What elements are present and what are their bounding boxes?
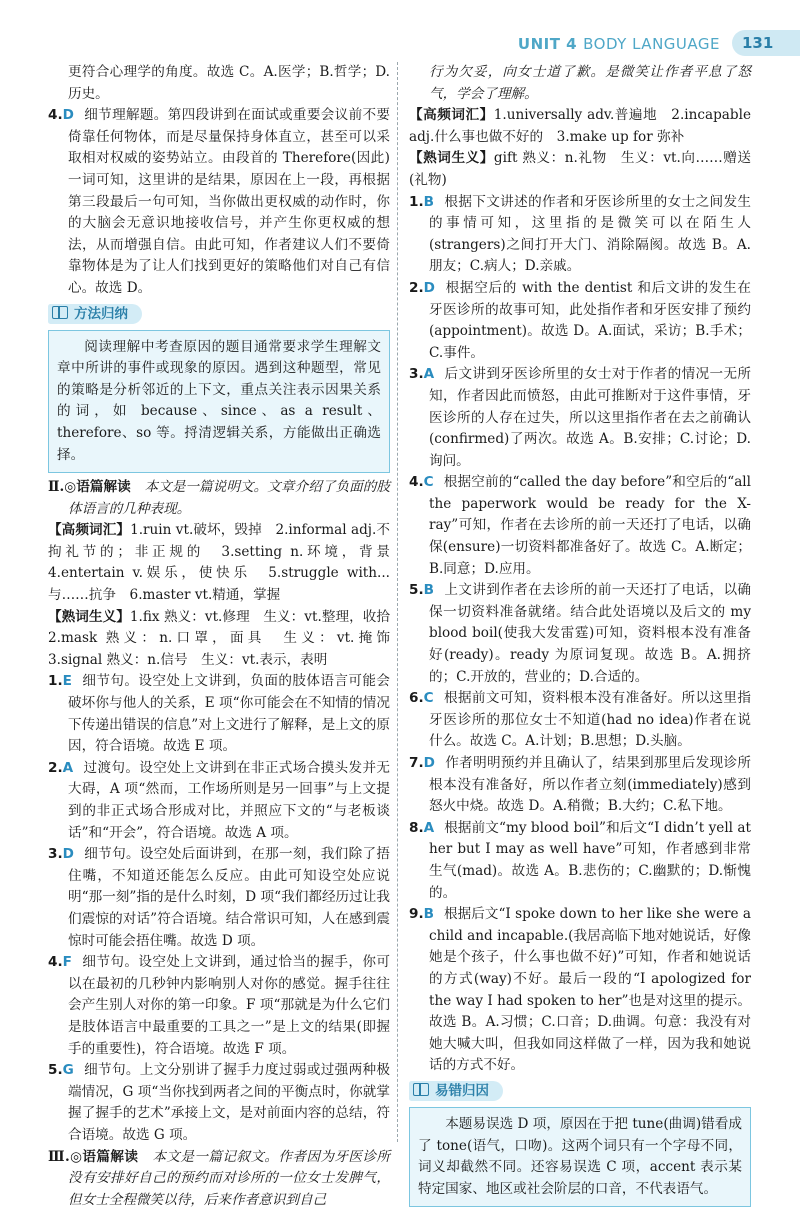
answer-explanation: 细节句。设空处上文讲到，负面的肢体语言可能会破坏你与他人的关系，E 项“你可能会在不知情的情况下传递出错误的信息”对上文进行了解释，是上文的原因，符合语境。故选 E 项。 <box>68 673 390 754</box>
answer-item-4b <box>48 952 390 1060</box>
section-3-intro-continued: 行为欠妥，向女士道了歉。是微笑让作者平息了怒气，学会了理解。 <box>409 62 751 105</box>
answer-explanation: 根据后文“I spoke down to her like she were a child and incapable.(我居高临下地对她说话，好像她是个孩子，什么事也做不好)”可知，作者和她说话的方式(way)不好。最后一段的“I apologized for the way I had spoken to her”也是对这里的提示。故选 B。A.习惯；C.口音；D.曲调。句意：我没有对她大喊大叫，但我如同这样做了一样，因为我和她说话的方式不好。 <box>429 906 751 1073</box>
answer-explanation: 后文讲到牙医诊所里的女士对于作者的情况一无所知，作者因此而愤怒，由此可推断对于这件事情，牙医诊所的人存在过失，所以这里指作者在去之前确认(confirmed)了两次。故选 A。B.安排；C.讨论；D.询问。 <box>429 366 751 468</box>
answer-explanation: 细节句。设空处后面讲到，在那一刻，我们除了捂住嘴，不知道还能怎么反应。由此可知设空处应说明“那一刻”指的是什么时刻，D 项“我们都经历过让我们震惊的对话”符合语境。结合常识可知，人在感到震惊时可能会捂住嘴。故选 D 项。 <box>68 846 390 948</box>
paragraph-continued: 更符合心理学的角度。故选 C。A.医学；B.哲学；D.历史。 <box>48 62 390 105</box>
answer-item-2 <box>48 758 390 844</box>
vocab-text: 1.ruin vt.破坏，毁掉 2.informal adj.不拘礼节的；非正规的 3.setting n.环境，背景 4.entertain v.娱乐，使快乐 5.struggle with...与……抗争 6.master vt.精通，掌握 <box>48 522 404 603</box>
answer-item-3 <box>48 844 390 952</box>
word-meaning-label: 【熟词生义】 <box>48 609 130 625</box>
answer-item-4 <box>48 105 390 299</box>
answer-letter: B <box>424 906 434 922</box>
item-number: 3. <box>409 366 424 382</box>
method-tag-label: 方法归纳 <box>74 306 128 322</box>
answer-item-1 <box>48 671 390 757</box>
error-analysis-box <box>409 1107 751 1207</box>
answer-letter: F <box>63 954 72 970</box>
item-number: 5. <box>409 582 424 598</box>
left-column <box>48 62 390 1211</box>
answer-letter: D <box>424 280 435 296</box>
answer-letter: C <box>424 690 434 706</box>
answer-item-7 <box>409 753 751 818</box>
answer-explanation: 作者明明预约并且确认了，结果到那里后发现诊所根本没有准备好，所以作者立刻(immediately)感到怒火中烧。故选 D。A.稍微；B.大约；C.私下地。 <box>429 755 751 814</box>
section-description: 本文是一篇说明文。文章介绍了负面的肢体语言的几种表现。 <box>68 479 390 517</box>
answer-explanation: 根据前文可知，资料根本没有准备好。所以这里指牙医诊所的那位女士不知道(had no idea)作者在说什么。故选 C。A.计划；B.思想；D.头脑。 <box>429 690 751 749</box>
vocab-block <box>409 105 751 148</box>
answer-item-4 <box>409 472 751 580</box>
answer-explanation: 细节句。设空处上文讲到，通过恰当的握手，你可以在最初的几秒钟内影响别人对你的感觉。握手往往会产生别人对你的第一印象。F 项“那就是为什么它们是肢体语言中最重要的工具之一”是上文的结果(即握手的重要性)，符合语境。故选 F 项。 <box>68 954 390 1056</box>
answer-item-6 <box>409 688 751 753</box>
answer-explanation: 细节理解题。第四段讲到在面试或重要会议前不要倚靠任何物体，而是尽量保持身体直立，甚至可以采取相对权威的姿势站立。由段首的 Therefore(因此)一词可知，这里讲的是结果，原因在上一段，再根据第三段最后一句可知，当你做出更权威的动作时，你的大脑会无意识地接收信号，并产生你更权威的想法，从而增强自信。由此可知，作者建议人们不要倚靠物体是为了让人们找到更好的策略他们对自己有信心。故选 D。 <box>68 107 390 296</box>
method-summary-text: 阅读理解中考查原因的题目通常要求学生理解文章中所讲的事件或现象的原因。遇到这种题型，常见的策略是分析邻近的上下文，重点关注表示因果关系的词，如 because、since、as a result、therefore、so 等。捋清逻辑关系，方能做出正确选择。 <box>57 337 381 467</box>
section-title: Ⅱ.◎语篇解读 <box>48 479 131 495</box>
item-number: 4. <box>48 954 63 970</box>
method-summary-box <box>48 330 390 474</box>
vocab-text: 1.universally adv.普遍地 2.incapable adj.什么事也做不好的 3.make up for 弥补 <box>409 107 751 145</box>
answer-letter: A <box>424 820 435 836</box>
error-tag-label: 易错归因 <box>435 1083 489 1099</box>
item-number: 2. <box>48 760 63 776</box>
right-column <box>409 62 751 1211</box>
item-number: 3. <box>48 846 63 862</box>
answer-letter: B <box>424 194 434 210</box>
answer-letter: E <box>63 673 72 689</box>
answer-item-1 <box>409 192 751 278</box>
answer-explanation: 根据空后的 with the dentist 和后文讲的发生在牙医诊所的故事可知，此处指作者和牙医安排了预约(appointment)。故选 D。A.面试，采访；B.手术；C.事件。 <box>429 280 751 361</box>
method-summary-tag <box>48 304 142 324</box>
unit-title <box>518 34 720 56</box>
vocab-block <box>48 520 390 606</box>
item-number: 4. <box>48 107 63 123</box>
answer-letter: A <box>63 760 74 776</box>
item-number: 1. <box>48 673 63 689</box>
vocab-label: 【高频词汇】 <box>48 522 130 538</box>
answer-item-2 <box>409 278 751 364</box>
answer-explanation: 过渡句。设空处上文讲到在非正式场合摸头发并无大碍，A 项“然而，工作场所则是另一回事”与上文提到的非正式场合形成对比，并照应下文的“与老板谈话”和“开会”，符合语境。故选 A 项。 <box>68 760 390 841</box>
answer-item-9 <box>409 904 751 1077</box>
answer-explanation: 根据下文讲述的作者和牙医诊所里的女士之间发生的事情可知，这里指的是微笑可以在陌生人(strangers)之间打开大门、消除隔阂。故选 B。A.朋友；C.病人；D.亲戚。 <box>429 194 751 275</box>
error-analysis-tag <box>409 1081 503 1101</box>
answer-item-3 <box>409 364 751 472</box>
answer-item-5 <box>48 1060 390 1146</box>
vocab-label: 【高频词汇】 <box>409 107 494 123</box>
item-number: 9. <box>409 906 424 922</box>
page-number: 131 <box>732 30 800 56</box>
section-title: Ⅲ.◎语篇解读 <box>48 1149 138 1165</box>
answer-item-8 <box>409 818 751 904</box>
answer-letter: D <box>424 755 435 771</box>
item-number: 4. <box>409 474 424 490</box>
word-meaning-label: 【熟词生义】 <box>409 150 494 166</box>
section-2-intro <box>48 477 390 520</box>
unit-number: UNIT 4 <box>518 35 577 53</box>
answer-explanation: 细节句。上文分别讲了握手力度过弱或过强两种极端情况，G 项“当你找到两者之间的平衡点时，你就掌握了握手的艺术”承接上文，是对前面内容的总结，符合语境。故选 G 项。 <box>68 1062 390 1143</box>
item-number: 6. <box>409 690 424 706</box>
word-meaning-text: 1.fix 熟义：vt.修理 生义：vt.整理，收拾 2.mask 熟义：n.口罩，面具 生义：vt.掩饰 3.signal 熟义：n.信号 生义：vt.表示，表明 <box>48 609 404 668</box>
book-icon <box>413 1083 429 1096</box>
book-icon <box>52 306 68 319</box>
answer-item-5 <box>409 580 751 688</box>
item-number: 7. <box>409 755 424 771</box>
error-analysis-text: 本题易误选 D 项，原因在于把 tune(曲调)错看成了 tone(语气，口吻)。这两个词只有一个字母不同，词义却截然不同。还容易误选 C 项，accent 表示某特定国家、地区或社会阶层的口音，不代表语气。 <box>418 1114 742 1200</box>
item-number: 2. <box>409 280 424 296</box>
section-3-intro <box>48 1147 390 1211</box>
page-header <box>0 30 800 60</box>
answer-letter: D <box>63 846 74 862</box>
answer-explanation: 根据空前的“called the day before”和空后的“all the paperwork would be ready for the X-ray”可知，作者在去诊所的前一天还打了电话，以确保(ensure)一切资料都准备好了。故选 C。A.断定；B.同意；D.应用。 <box>429 474 751 576</box>
answer-letter: A <box>424 366 435 382</box>
answer-letter: D <box>63 107 74 123</box>
item-number: 5. <box>48 1062 63 1078</box>
unit-name: BODY LANGUAGE <box>583 35 720 53</box>
answer-explanation: 根据前文“my blood boil”和后文“I didn’t yell at her but I may as well have”可知，作者感到非常生气(mad)。故选 A。B.悲伤的；C.幽默的；D.惭愧的。 <box>429 820 751 901</box>
word-meaning-block <box>409 148 751 191</box>
answer-explanation: 上文讲到作者在去诊所的前一天还打了电话，以确保一切资料准备就绪。结合此处语境以及后文的 my blood boil(使我大发雷霆)可知，资料根本没有准备好(ready)。ready 为原词复现。故选 B。A.拥挤的；C.开放的，营业的；D.合适的。 <box>429 582 751 684</box>
answer-letter: B <box>424 582 434 598</box>
answer-letter: G <box>63 1062 74 1078</box>
answer-letter: C <box>424 474 434 490</box>
word-meaning-text: gift 熟义：n.礼物 生义：vt.向……赠送(礼物) <box>409 150 751 188</box>
word-meaning-block <box>48 607 390 672</box>
item-number: 1. <box>409 194 424 210</box>
column-divider <box>397 62 398 1142</box>
section-description: 本文是一篇记叙文。作者因为牙医诊所没有安排好自己的预约而对诊所的一位女士发脾气，但女士全程微笑以待，后来作者意识到自己 <box>68 1149 390 1208</box>
item-number: 8. <box>409 820 424 836</box>
